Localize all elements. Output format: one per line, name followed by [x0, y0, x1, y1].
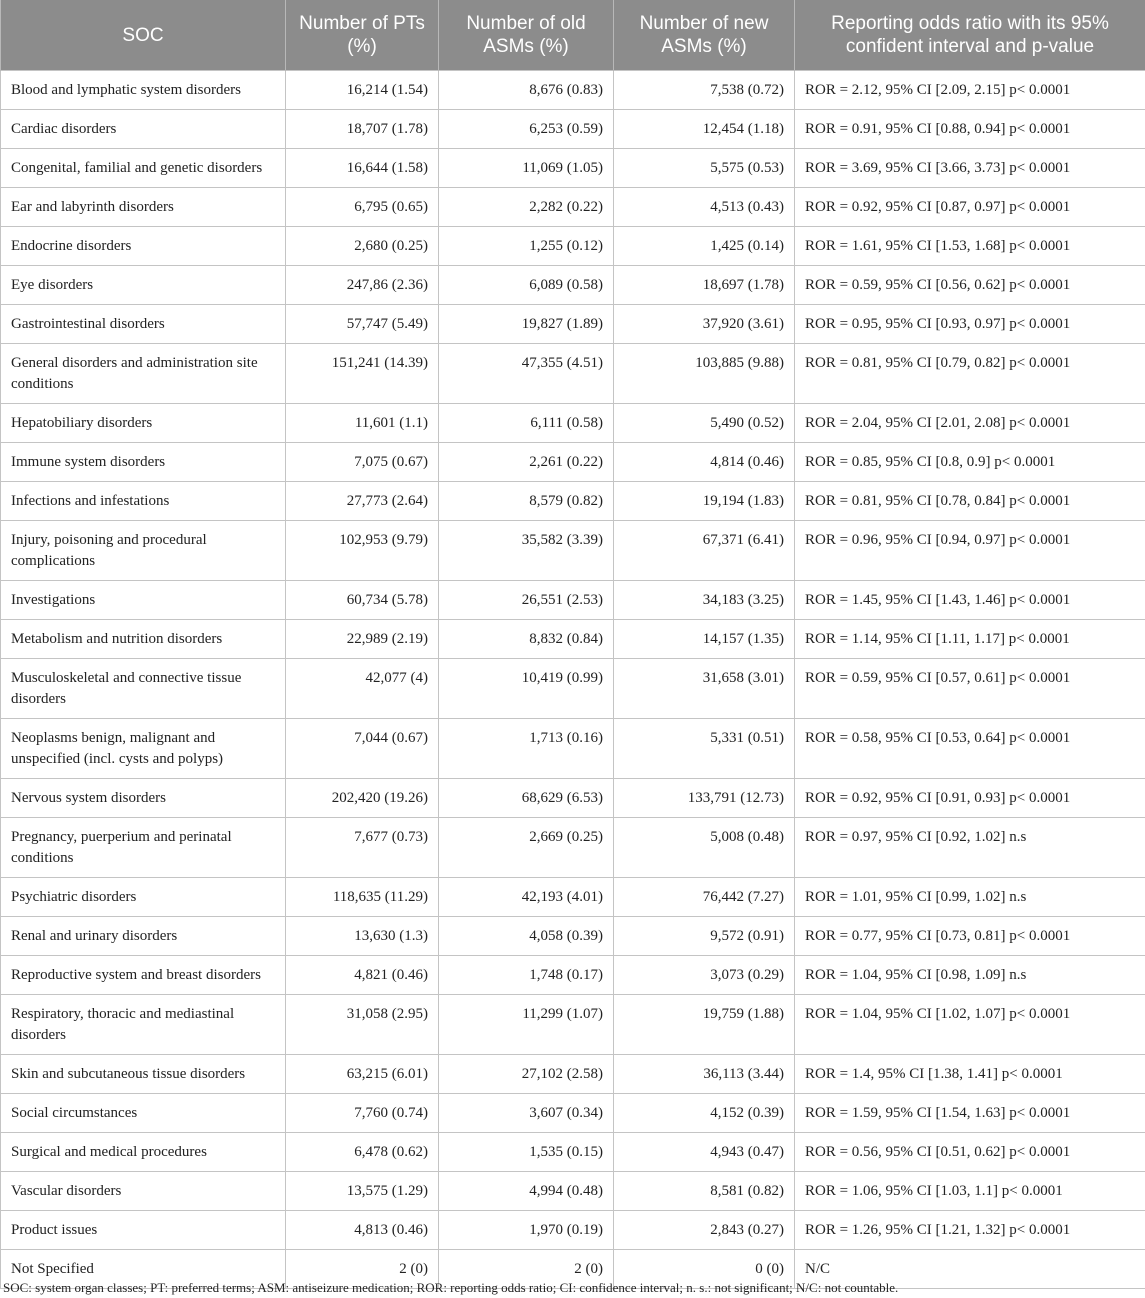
table-row [1, 779, 1145, 818]
cell-old-asms: 4,058 (0.39) [439, 917, 614, 956]
cell-pts: 6,795 (0.65) [286, 188, 439, 227]
cell-new-asms: 12,454 (1.18) [614, 110, 795, 149]
cell-new-asms: 76,442 (7.27) [614, 878, 795, 917]
table-row [1, 620, 1145, 659]
cell-ror: ROR = 0.97, 95% CI [0.92, 1.02] n.s [795, 818, 1145, 878]
cell-pts: 151,241 (14.39) [286, 344, 439, 404]
cell-new-asms: 5,575 (0.53) [614, 149, 795, 188]
cell-ror: ROR = 1.01, 95% CI [0.99, 1.02] n.s [795, 878, 1145, 917]
table-row [1, 659, 1145, 719]
table-row [1, 71, 1145, 110]
table-row [1, 266, 1145, 305]
cell-ror: ROR = 0.59, 95% CI [0.57, 0.61] p< 0.0001 [795, 659, 1145, 719]
cell-pts: 13,575 (1.29) [286, 1172, 439, 1211]
table-row [1, 188, 1145, 227]
cell-ror: ROR = 2.04, 95% CI [2.01, 2.08] p< 0.0001 [795, 404, 1145, 443]
cell-soc: Congenital, familial and genetic disorders [1, 149, 286, 188]
cell-pts: 13,630 (1.3) [286, 917, 439, 956]
table-row [1, 305, 1145, 344]
cell-old-asms: 1,970 (0.19) [439, 1211, 614, 1250]
cell-soc: Psychiatric disorders [1, 878, 286, 917]
cell-ror: ROR = 1.59, 95% CI [1.54, 1.63] p< 0.0001 [795, 1094, 1145, 1133]
cell-new-asms: 4,943 (0.47) [614, 1133, 795, 1172]
cell-old-asms: 35,582 (3.39) [439, 521, 614, 581]
cell-ror: ROR = 0.56, 95% CI [0.51, 0.62] p< 0.0001 [795, 1133, 1145, 1172]
cell-old-asms: 2,261 (0.22) [439, 443, 614, 482]
cell-soc: Pregnancy, puerperium and perinatal conditions [1, 818, 286, 878]
cell-soc: General disorders and administration site conditions [1, 344, 286, 404]
cell-pts: 57,747 (5.49) [286, 305, 439, 344]
cell-new-asms: 7,538 (0.72) [614, 71, 795, 110]
cell-new-asms: 8,581 (0.82) [614, 1172, 795, 1211]
cell-old-asms: 8,676 (0.83) [439, 71, 614, 110]
cell-ror: ROR = 1.4, 95% CI [1.38, 1.41] p< 0.0001 [795, 1055, 1145, 1094]
header-old-asms: Number of old ASMs (%) [439, 0, 614, 71]
cell-old-asms: 8,832 (0.84) [439, 620, 614, 659]
table-footnote: SOC: system organ classes; PT: preferred terms; ASM: antiseizure medication; ROR: reporting odds ratio; CI: confidence interval; n. s.: not significant; N/C: not countable. [3, 1280, 899, 1295]
cell-pts: 22,989 (2.19) [286, 620, 439, 659]
table-row [1, 1211, 1145, 1250]
header-ror: Reporting odds ratio with its 95% confident interval and p-value [795, 0, 1145, 71]
cell-ror: ROR = 1.04, 95% CI [1.02, 1.07] p< 0.0001 [795, 995, 1145, 1055]
cell-pts: 7,044 (0.67) [286, 719, 439, 779]
cell-new-asms: 34,183 (3.25) [614, 581, 795, 620]
cell-pts: 60,734 (5.78) [286, 581, 439, 620]
cell-new-asms: 14,157 (1.35) [614, 620, 795, 659]
cell-soc: Hepatobiliary disorders [1, 404, 286, 443]
cell-ror: ROR = 0.85, 95% CI [0.8, 0.9] p< 0.0001 [795, 443, 1145, 482]
cell-old-asms: 4,994 (0.48) [439, 1172, 614, 1211]
cell-pts: 2,680 (0.25) [286, 227, 439, 266]
cell-new-asms: 5,008 (0.48) [614, 818, 795, 878]
table-row [1, 581, 1145, 620]
cell-new-asms: 133,791 (12.73) [614, 779, 795, 818]
cell-new-asms: 67,371 (6.41) [614, 521, 795, 581]
cell-ror: ROR = 0.91, 95% CI [0.88, 0.94] p< 0.0001 [795, 110, 1145, 149]
cell-old-asms: 8,579 (0.82) [439, 482, 614, 521]
table-row [1, 443, 1145, 482]
cell-ror: ROR = 1.61, 95% CI [1.53, 1.68] p< 0.0001 [795, 227, 1145, 266]
cell-new-asms: 5,331 (0.51) [614, 719, 795, 779]
cell-pts: 202,420 (19.26) [286, 779, 439, 818]
cell-old-asms: 1,255 (0.12) [439, 227, 614, 266]
cell-ror: N/C [795, 1250, 1145, 1289]
cell-soc: Blood and lymphatic system disorders [1, 71, 286, 110]
cell-ror: ROR = 0.92, 95% CI [0.91, 0.93] p< 0.0001 [795, 779, 1145, 818]
table-row [1, 818, 1145, 878]
cell-new-asms: 36,113 (3.44) [614, 1055, 795, 1094]
cell-old-asms: 68,629 (6.53) [439, 779, 614, 818]
cell-old-asms: 1,748 (0.17) [439, 956, 614, 995]
cell-ror: ROR = 0.95, 95% CI [0.93, 0.97] p< 0.0001 [795, 305, 1145, 344]
cell-old-asms: 47,355 (4.51) [439, 344, 614, 404]
cell-old-asms: 19,827 (1.89) [439, 305, 614, 344]
cell-old-asms: 10,419 (0.99) [439, 659, 614, 719]
cell-pts: 7,075 (0.67) [286, 443, 439, 482]
cell-pts: 16,644 (1.58) [286, 149, 439, 188]
table-row [1, 1133, 1145, 1172]
table-row [1, 344, 1145, 404]
cell-new-asms: 31,658 (3.01) [614, 659, 795, 719]
cell-ror: ROR = 1.45, 95% CI [1.43, 1.46] p< 0.0001 [795, 581, 1145, 620]
cell-pts: 4,821 (0.46) [286, 956, 439, 995]
header-row [1, 0, 1145, 71]
cell-ror: ROR = 1.14, 95% CI [1.11, 1.17] p< 0.0001 [795, 620, 1145, 659]
cell-ror: ROR = 0.59, 95% CI [0.56, 0.62] p< 0.0001 [795, 266, 1145, 305]
cell-old-asms: 11,069 (1.05) [439, 149, 614, 188]
cell-soc: Cardiac disorders [1, 110, 286, 149]
cell-pts: 2 (0) [286, 1250, 439, 1289]
table-row [1, 917, 1145, 956]
cell-pts: 118,635 (11.29) [286, 878, 439, 917]
cell-ror: ROR = 1.06, 95% CI [1.03, 1.1] p< 0.0001 [795, 1172, 1145, 1211]
cell-pts: 102,953 (9.79) [286, 521, 439, 581]
cell-new-asms: 0 (0) [614, 1250, 795, 1289]
cell-soc: Eye disorders [1, 266, 286, 305]
table-row [1, 1094, 1145, 1133]
cell-old-asms: 1,535 (0.15) [439, 1133, 614, 1172]
table-row [1, 227, 1145, 266]
cell-pts: 63,215 (6.01) [286, 1055, 439, 1094]
cell-soc: Social circumstances [1, 1094, 286, 1133]
cell-pts: 16,214 (1.54) [286, 71, 439, 110]
table-header [1, 0, 1145, 71]
cell-soc: Vascular disorders [1, 1172, 286, 1211]
cell-soc: Renal and urinary disorders [1, 917, 286, 956]
cell-soc: Nervous system disorders [1, 779, 286, 818]
cell-soc: Investigations [1, 581, 286, 620]
cell-pts: 18,707 (1.78) [286, 110, 439, 149]
table-row [1, 878, 1145, 917]
cell-new-asms: 4,152 (0.39) [614, 1094, 795, 1133]
cell-new-asms: 19,194 (1.83) [614, 482, 795, 521]
cell-old-asms: 3,607 (0.34) [439, 1094, 614, 1133]
cell-soc: Metabolism and nutrition disorders [1, 620, 286, 659]
table-row [1, 482, 1145, 521]
cell-old-asms: 2 (0) [439, 1250, 614, 1289]
cell-old-asms: 42,193 (4.01) [439, 878, 614, 917]
cell-new-asms: 103,885 (9.88) [614, 344, 795, 404]
cell-soc: Infections and infestations [1, 482, 286, 521]
header-pts: Number of PTs (%) [286, 0, 439, 71]
cell-pts: 7,677 (0.73) [286, 818, 439, 878]
cell-soc: Musculoskeletal and connective tissue disorders [1, 659, 286, 719]
cell-pts: 31,058 (2.95) [286, 995, 439, 1055]
cell-new-asms: 4,513 (0.43) [614, 188, 795, 227]
cell-ror: ROR = 0.92, 95% CI [0.87, 0.97] p< 0.0001 [795, 188, 1145, 227]
cell-new-asms: 3,073 (0.29) [614, 956, 795, 995]
cell-soc: Endocrine disorders [1, 227, 286, 266]
table-row [1, 719, 1145, 779]
cell-ror: ROR = 0.58, 95% CI [0.53, 0.64] p< 0.0001 [795, 719, 1145, 779]
cell-old-asms: 6,111 (0.58) [439, 404, 614, 443]
cell-pts: 27,773 (2.64) [286, 482, 439, 521]
cell-old-asms: 11,299 (1.07) [439, 995, 614, 1055]
cell-ror: ROR = 2.12, 95% CI [2.09, 2.15] p< 0.0001 [795, 71, 1145, 110]
cell-ror: ROR = 3.69, 95% CI [3.66, 3.73] p< 0.0001 [795, 149, 1145, 188]
cell-old-asms: 6,089 (0.58) [439, 266, 614, 305]
cell-soc: Immune system disorders [1, 443, 286, 482]
table-row [1, 521, 1145, 581]
cell-soc: Neoplasms benign, malignant and unspecified (incl. cysts and polyps) [1, 719, 286, 779]
cell-soc: Skin and subcutaneous tissue disorders [1, 1055, 286, 1094]
cell-old-asms: 1,713 (0.16) [439, 719, 614, 779]
table-row [1, 995, 1145, 1055]
cell-soc: Ear and labyrinth disorders [1, 188, 286, 227]
cell-soc: Surgical and medical procedures [1, 1133, 286, 1172]
cell-new-asms: 9,572 (0.91) [614, 917, 795, 956]
cell-pts: 247,86 (2.36) [286, 266, 439, 305]
cell-soc: Reproductive system and breast disorders [1, 956, 286, 995]
table-row [1, 956, 1145, 995]
cell-soc: Injury, poisoning and procedural complications [1, 521, 286, 581]
cell-old-asms: 6,253 (0.59) [439, 110, 614, 149]
table-body [1, 71, 1145, 1289]
cell-new-asms: 1,425 (0.14) [614, 227, 795, 266]
cell-pts: 11,601 (1.1) [286, 404, 439, 443]
cell-new-asms: 2,843 (0.27) [614, 1211, 795, 1250]
cell-soc: Product issues [1, 1211, 286, 1250]
header-new-asms: Number of new ASMs (%) [614, 0, 795, 71]
cell-soc: Not Specified [1, 1250, 286, 1289]
cell-old-asms: 2,669 (0.25) [439, 818, 614, 878]
cell-new-asms: 18,697 (1.78) [614, 266, 795, 305]
cell-new-asms: 5,490 (0.52) [614, 404, 795, 443]
cell-soc: Gastrointestinal disorders [1, 305, 286, 344]
cell-new-asms: 4,814 (0.46) [614, 443, 795, 482]
cell-soc: Respiratory, thoracic and mediastinal disorders [1, 995, 286, 1055]
cell-ror: ROR = 0.81, 95% CI [0.79, 0.82] p< 0.0001 [795, 344, 1145, 404]
cell-ror: ROR = 0.96, 95% CI [0.94, 0.97] p< 0.0001 [795, 521, 1145, 581]
header-soc: SOC [1, 0, 286, 71]
cell-pts: 6,478 (0.62) [286, 1133, 439, 1172]
table-row [1, 110, 1145, 149]
table-row [1, 404, 1145, 443]
cell-old-asms: 26,551 (2.53) [439, 581, 614, 620]
cell-old-asms: 27,102 (2.58) [439, 1055, 614, 1094]
cell-new-asms: 37,920 (3.61) [614, 305, 795, 344]
cell-ror: ROR = 1.26, 95% CI [1.21, 1.32] p< 0.0001 [795, 1211, 1145, 1250]
cell-new-asms: 19,759 (1.88) [614, 995, 795, 1055]
cell-pts: 7,760 (0.74) [286, 1094, 439, 1133]
cell-ror: ROR = 1.04, 95% CI [0.98, 1.09] n.s [795, 956, 1145, 995]
table-row [1, 1172, 1145, 1211]
table-row [1, 1055, 1145, 1094]
cell-old-asms: 2,282 (0.22) [439, 188, 614, 227]
cell-pts: 42,077 (4) [286, 659, 439, 719]
cell-pts: 4,813 (0.46) [286, 1211, 439, 1250]
table-row [1, 149, 1145, 188]
cell-ror: ROR = 0.81, 95% CI [0.78, 0.84] p< 0.0001 [795, 482, 1145, 521]
cell-ror: ROR = 0.77, 95% CI [0.73, 0.81] p< 0.0001 [795, 917, 1145, 956]
